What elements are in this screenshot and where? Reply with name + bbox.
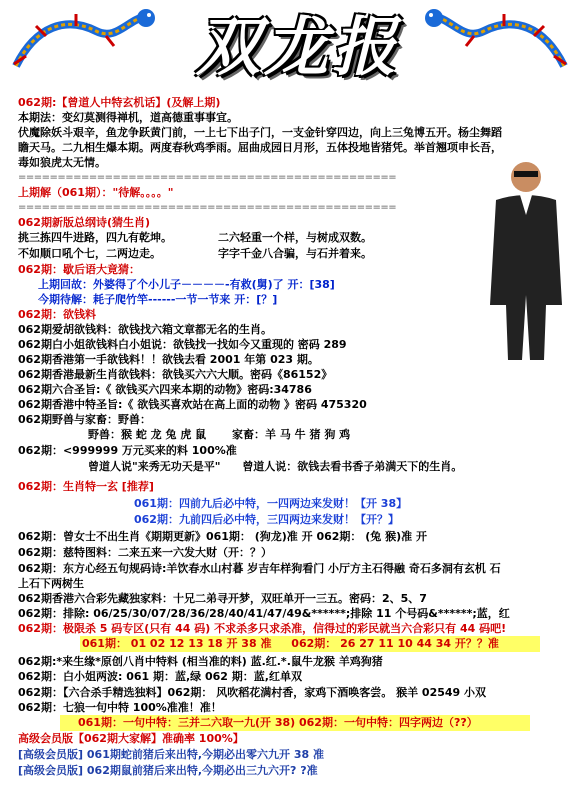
saying-row xyxy=(88,460,462,474)
misc-line: 062期：排除: 06/25/30/07/28/36/28/40/41/47/49&******;排除 11 个号码&******;蓝，红 xyxy=(18,607,510,620)
riddle-current: 今期待解：耗子爬竹竿------一节一节来 开：[？] xyxy=(38,293,278,306)
money-line: 062期香港第一手欲钱料！！欲钱去看 2001 年第 023 期。 xyxy=(18,353,319,366)
kill-numbers-row xyxy=(82,637,499,651)
saying-right: 曾道人说：欲钱去看书香子弟满天下的生肖。 xyxy=(242,460,463,473)
header xyxy=(0,0,580,96)
kill-062: 062期： 26 27 11 10 44 34 开？？准 xyxy=(291,637,499,650)
riddle-heading: 062期：歇后语大竟猜： xyxy=(18,263,140,276)
title-container xyxy=(168,8,428,88)
wild-animals: 猴 蛇 龙 兔 虎 鼠 xyxy=(121,428,207,441)
curse-line: 伏魔除妖斗艰辛，鱼龙争跃黄门前，一上七下出子门，一支金针穿四边，向上三兔博五开。杨尘舞蹈 xyxy=(18,126,502,139)
zodiac-heading: 062期：生肖特一玄 [推荐] xyxy=(18,480,154,493)
curse-line: 本期法：变幻莫测得禅机，道高德重事事宜。 xyxy=(18,111,238,124)
poem-row xyxy=(18,231,372,245)
dragon-right-image xyxy=(424,6,574,86)
money-line: 062期白小姐欲钱料白小姐说：欲钱找一找如今又重现的 密码 289 xyxy=(18,338,347,351)
poem-left: 挑三拣四牛进路，四九有乾坤。 xyxy=(18,231,172,244)
misc-line: 062期香港六合彩先藏独家料：十兄二弟寻开梦，双旺单开一三五。密码：2、5、7 xyxy=(18,592,427,605)
misc-line: 062期：东方心经五句规码诗:羊饮春水山村暮 岁吉年样狗看门 小厅方主石得融 奇石多洞有玄机 石 xyxy=(18,562,501,575)
poem-right: 字字千金八合骗，与石并着来。 xyxy=(218,247,372,260)
money-line: 062期野兽与家畜：野兽： xyxy=(18,413,151,426)
money-line: 062期：<999999 万元买来的料 100%准 xyxy=(18,444,237,457)
vip-line: [高级会员版] 062期鼠前猪后来出特,今期必出三九六开? ?准 xyxy=(18,764,318,777)
extra-line: 062期：七狼一句中特 100%准准！准！ xyxy=(18,701,222,714)
man-in-suit-image xyxy=(476,155,576,365)
home-animals: 羊 马 牛 猪 狗 鸡 xyxy=(265,428,351,441)
page-title: 双龙报 xyxy=(196,10,400,85)
wild-label: 野兽： xyxy=(88,428,121,441)
poem-right: 二六轻重一个样，与树成双数。 xyxy=(218,231,372,244)
vip-line: [高级会员版] 061期蛇前猪后来出特,今期必出零六九开 38 准 xyxy=(18,748,324,761)
home-label: 家畜： xyxy=(232,428,265,441)
money-line: 062期香港最新生肖欲钱料：欲钱买六六大顺。密码《86152》 xyxy=(18,368,333,381)
poem-left: 不如顺口吼个七，二两边走。 xyxy=(18,247,161,260)
money-line: 062期香港中特圣旨:《 欲钱买喜欢站在高上面的动物 》密码 475320 xyxy=(18,398,367,411)
last-issue-value: "待解。。。。" xyxy=(112,186,174,199)
extra-line: 062期：白小姐两波: 061 期：蓝,绿 062 期：蓝,红单双 xyxy=(18,670,302,683)
separator: ================================================ xyxy=(18,172,397,183)
curse-line: 瞻天马。二九相生爆本期。两度春秋鸡季雨。屈曲成园日月形，五体投地皆猪凭。举首翘项申长吾， xyxy=(18,141,502,154)
riddle-last: 上期回故：外婆得了个小儿子－－－－-有救(舅)了 开：[38] xyxy=(38,278,335,291)
money-heading: 062期：欲钱料 xyxy=(18,308,96,321)
zodiac-061: 061期：四前九后必中特，一四两边来发财！【开 38】 xyxy=(134,497,408,510)
dragon-left-image xyxy=(6,6,156,86)
curse-heading: 062期:【曾道人中特玄机话】(及解上期) xyxy=(18,96,221,109)
poem-row xyxy=(18,247,372,261)
extra-line: 062期：【六合杀手精选独料】062期： 风吹稻花满村香，家鸡下酒唤客尝。 猴羊 02549 小双 xyxy=(18,686,487,699)
zodiac-062: 062期：九前四后必中特，三四两边来发财！【开？】 xyxy=(134,513,399,526)
extra-line: 062期:*来生缘*原创八肖中特料 (相当准的料) 蓝.红.*.鼠牛龙猴 羊鸡狗猪 xyxy=(18,655,383,668)
misc-line: 上石下两树生 xyxy=(18,577,84,590)
separator: ================================================ xyxy=(18,202,397,213)
kill-line: 062期：极限杀 5 码专区(只有 44 码) 不求杀多只求杀准，信得过的彩民就当六合彩只有 44 码吧! xyxy=(18,622,507,635)
misc-line: 062期：慈特图料：二来五来一六发大财（开：？） xyxy=(18,546,272,559)
last-issue-label: 上期解（061期）： xyxy=(18,186,113,199)
vip-heading: 高级会员版【062期大家解】准确率 100%】 xyxy=(18,732,244,745)
poem-heading: 062期新版总纲诗(猜生肖) xyxy=(18,216,151,229)
animal-row xyxy=(88,428,350,442)
money-line: 062期爱胡欲钱料：欲钱找六箱文章都无名的生肖。 xyxy=(18,323,272,336)
kill-061: 061期： 01 02 12 13 18 开 38 准 xyxy=(82,637,272,650)
curse-line: 毒如狼虎太无情。 xyxy=(18,156,106,169)
saying-left: 曾道人说"来秀无功天是平" xyxy=(88,460,221,473)
one-line-tip: 061期：一句中特：三并二六取一九(开 38) 062期：一句中特：四字两边（??） xyxy=(78,716,478,729)
misc-line: 062期：曾女士不出生肖《期期更新》061期： (狗龙)准 开 062期： (兔 猴)准 开 xyxy=(18,530,427,543)
money-line: 062期六合圣旨:《 欲钱买六四来本期的动物》密码:34786 xyxy=(18,383,312,396)
last-issue xyxy=(18,186,173,200)
